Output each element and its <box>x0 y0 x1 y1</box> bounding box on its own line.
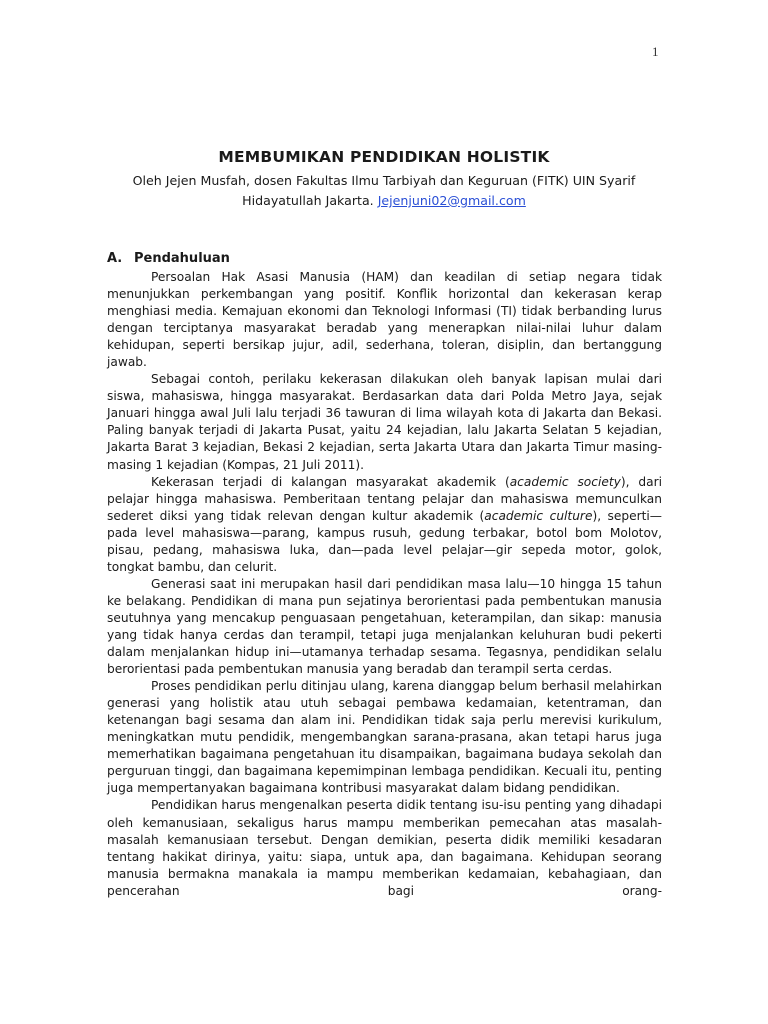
author-email-link[interactable]: Jejenjuni02@gmail.com <box>377 193 526 208</box>
paragraph-4: Generasi saat ini merupakan hasil dari pendidikan masa lalu—10 hingga 15 tahun ke belakang. Pendidikan di mana pun sejatinya berorientasi pada pembentukan manusia seutuhnya yang mencakup penguasaan pengetahuan, keterampilan, dan sikap: manusia yang tidak hanya cerdas dan terampil, tetapi juga menjalankan keluhuran budi pekerti dalam menjalankan hidup ini—utamanya terhadap sesama. Tegasnya, pendidikan selalu berorientasi pada pembentukan manusia yang beradab dan terampil serta cerdas. <box>107 576 662 677</box>
paragraph-3-part-1: Kekerasan terjadi di kalangan masyarakat akademik ( <box>151 474 510 489</box>
paragraph-1: Persoalan Hak Asasi Manusia (HAM) dan keadilan di setiap negara tidak menunjukkan perkembangan yang positif. Konflik horizontal dan kekerasan kerap menghiasi media. Kemajuan ekonomi dan Teknologi Informasi (TI) tidak berbanding lurus dengan terciptanya masyarakat beradab yang menerapkan nilai-nilai luhur dalam kehidupan, seperti bersikap jujur, adil, sederhana, toleran, disiplin, dan bertanggung jawab. <box>107 270 662 370</box>
page-number: 1 <box>652 44 659 59</box>
paragraph-2: Sebagai contoh, perilaku kekerasan dilakukan oleh banyak lapisan mulai dari siswa, mahasiswa, hingga masyarakat. Berdasarkan data dari Polda Metro Jaya, sejak Januari hingga awal Juli lalu terjadi 36 tawuran di lima wilayah kota di Jakarta dan Bekasi. Paling banyak terjadi di Jakarta Pusat, yaitu 24 kejadian, lalu Jakarta Selatan 5 kejadian, Jakarta Barat 3 kejadian, Bekasi 2 kejadian, serta Jakarta Utara dan Jakarta Timur masing-masing 1 kejadian (Kompas, 21 Juli 2011). <box>107 372 662 472</box>
paragraph-3-part-2: ), dari pelajar hingga mahasiswa. Pemberitaan tentang pelajar dan mahasiswa memunculkan sederet diksi yang tidak relevan dengan kultur akademik ( <box>107 474 662 523</box>
byline-text: Oleh Jejen Musfah, dosen Fakultas Ilmu Tarbiyah dan Keguruan (FITK) UIN Syarif Hidayatullah Jakarta. <box>132 173 636 208</box>
author-byline <box>108 171 660 211</box>
section-title: Pendahuluan <box>134 251 230 266</box>
italic-term-academic-society: academic society <box>509 474 621 489</box>
paragraph-6: Pendidikan harus mengenalkan peserta didik tentang isu-isu penting yang dihadapi oleh kemanusiaan, sekaligus harus mampu memberikan pemecahan atas masalah-masalah kemanusiaan tersebut. Dengan demikian, peserta didik memiliki kesadaran tentang hakikat dirinya, yaitu: siapa, untuk apa, dan bagaimana. Kehidupan seorang manusia bermakna manakala ia mampu memberikan kedamaian, kebahagiaan, dan pencerahan bagi orang- <box>107 798 662 898</box>
document-title: MEMBUMIKAN PENDIDIKAN HOLISTIK <box>218 148 550 166</box>
italic-term-academic-culture: academic culture <box>484 508 593 523</box>
paragraph-3-part-3: ), seperti—pada level mahasiswa—parang, kampus rusuh, gedung terbakar, botol bom Molotov, pisau, pedang, mahasiswa luka, dan—pada level pelajar—gir sepeda motor, golok, tongkat bambu, dan celurit. <box>107 508 662 574</box>
section-marker: A. <box>107 251 123 266</box>
paragraph-3 <box>107 474 662 576</box>
paragraph-5: Proses pendidikan perlu ditinjau ulang, karena dianggap belum berhasil melahirkan generasi yang holistik atau utuh sebagai pembawa kedamaian, ketentraman, dan ketenangan bagi sesama dan alam ini. Pendidikan tidak saja perlu merevisi kurikulum, meningkatkan mutu pendidik, mengembangkan sarana-prasana, akan tetapi harus juga memerhatikan bagaimana pengetahuan itu disampaikan, bagaimana budaya sekolah dan perguruan tinggi, dan bagaimana kepemimpinan lembaga pendidikan. Kecuali itu, penting juga mempertanyakan bagaimana kontribusi masyarakat dalam bidang pendidikan. <box>107 679 662 796</box>
body-text <box>107 269 662 900</box>
section-heading <box>107 251 230 266</box>
